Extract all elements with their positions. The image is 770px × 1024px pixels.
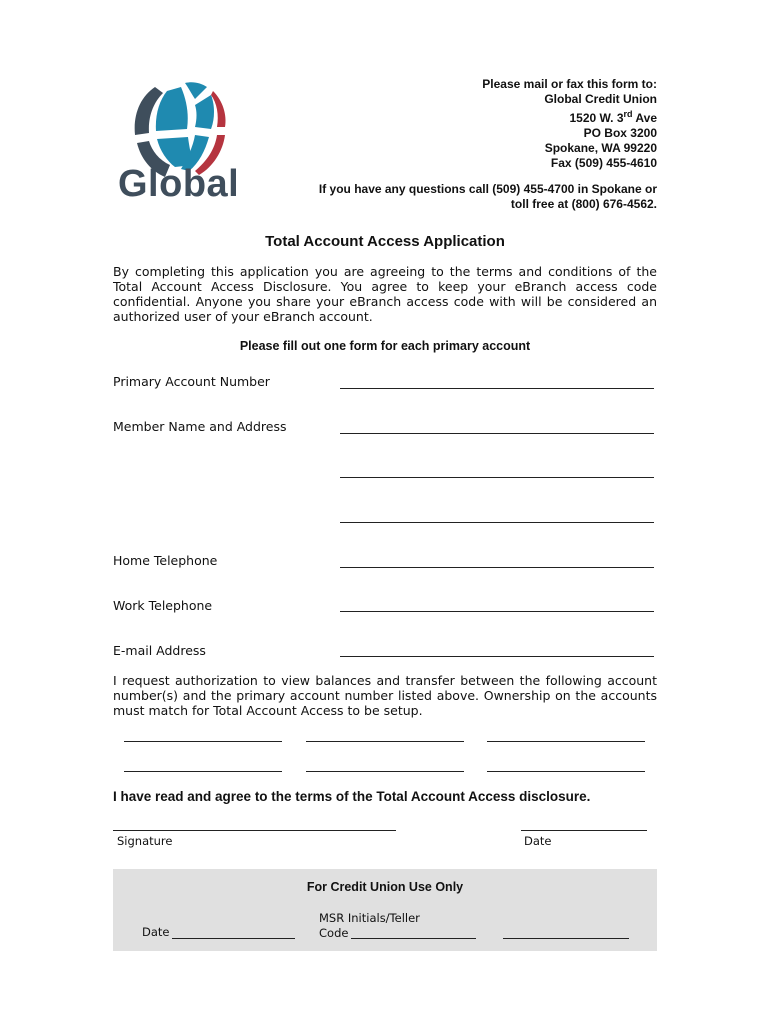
signature-field[interactable] xyxy=(113,830,396,831)
member-name-field-line-1[interactable] xyxy=(340,433,654,434)
primary-account-field[interactable] xyxy=(340,388,654,389)
account-number-field-1[interactable] xyxy=(124,741,282,742)
office-use-title: For Credit Union Use Only xyxy=(306,880,464,894)
contact-questions xyxy=(319,182,657,212)
account-number-field-2[interactable] xyxy=(306,741,464,742)
msr-code-field[interactable] xyxy=(351,938,476,939)
mail-city: Spokane, WA 99220 xyxy=(544,141,657,155)
logo-wordmark: Global xyxy=(118,163,240,205)
work-phone-field[interactable] xyxy=(340,611,654,612)
agreement-statement: I have read and agree to the terms of the Total Account Access disclosure. xyxy=(113,789,591,804)
mail-street: 1520 W. 3rd Ave xyxy=(569,109,657,125)
mail-intro: Please mail or fax this form to: xyxy=(482,77,657,91)
msr-label-line-2: Code xyxy=(319,926,349,940)
questions-line-2: toll free at (800) 676-4562. xyxy=(510,197,657,211)
account-number-field-5[interactable] xyxy=(306,771,464,772)
msr-label-line-1: MSR Initials/Teller xyxy=(319,911,420,925)
mailing-address-block xyxy=(482,77,657,171)
credit-union-use-box xyxy=(113,869,657,951)
form-title: Total Account Access Application xyxy=(265,233,505,250)
form-subheading: Please fill out one form for each primary account xyxy=(239,339,531,353)
work-phone-label: Work Telephone xyxy=(113,598,213,613)
email-field[interactable] xyxy=(340,656,654,657)
mail-po-box: PO Box 3200 xyxy=(583,126,657,140)
msr-code-label xyxy=(319,911,420,941)
mail-fax: Fax (509) 455-4610 xyxy=(550,156,657,170)
office-extra-field[interactable] xyxy=(503,938,629,939)
member-name-field-line-2[interactable] xyxy=(340,477,654,478)
email-label: E-mail Address xyxy=(113,643,206,658)
signature-date-label: Date xyxy=(524,834,552,848)
signature-label: Signature xyxy=(117,834,173,848)
account-number-field-4[interactable] xyxy=(124,771,282,772)
authorization-paragraph: I request authorization to view balances and transfer between the following account number(s) and the primary account number listed above. Ownership on the accounts must match for Total Account Access to be setup. xyxy=(113,673,657,718)
questions-line-1: If you have any questions call (509) 455-4700 in Spokane or xyxy=(318,182,657,196)
member-name-field-line-3[interactable] xyxy=(340,522,654,523)
mail-org: Global Credit Union xyxy=(544,92,657,106)
account-number-field-6[interactable] xyxy=(487,771,645,772)
intro-paragraph: By completing this application you are agreeing to the terms and conditions of the Total Account Access Disclosure. You agree to keep your eBranch access code confidential. Anyone you share your eBranch access code with will be considered an authorized user of your eBranch account. xyxy=(113,264,657,324)
signature-date-field[interactable] xyxy=(521,830,647,831)
office-date-label: Date xyxy=(142,925,170,939)
office-date-field[interactable] xyxy=(172,938,295,939)
member-name-label: Member Name and Address xyxy=(113,419,287,434)
home-phone-field[interactable] xyxy=(340,567,654,568)
primary-account-label: Primary Account Number xyxy=(113,374,270,389)
home-phone-label: Home Telephone xyxy=(113,553,218,568)
account-number-field-3[interactable] xyxy=(487,741,645,742)
